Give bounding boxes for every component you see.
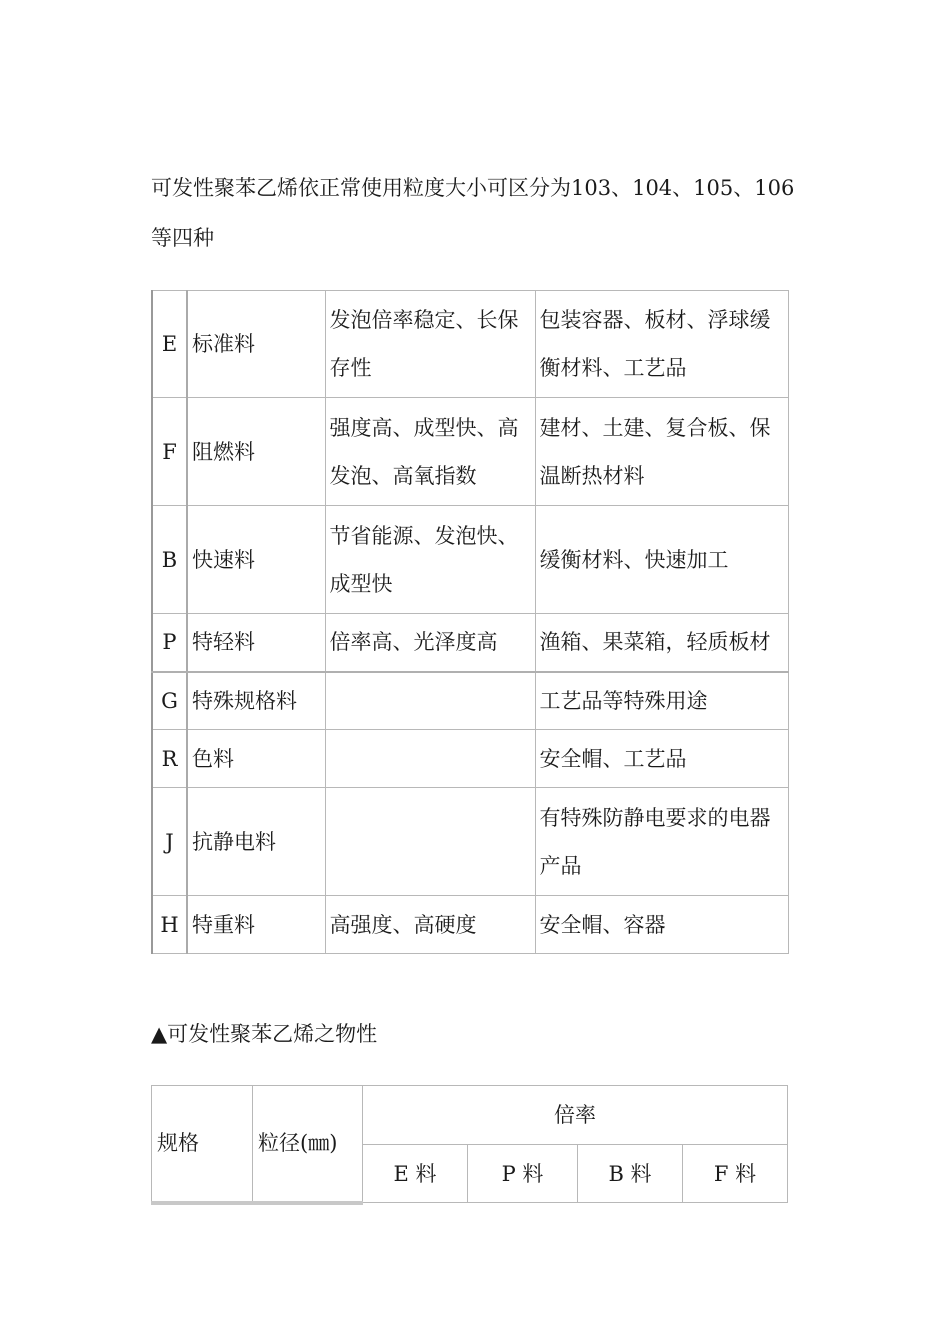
grade-name: 抗静电料 <box>187 788 325 896</box>
grade-code: F <box>152 398 187 506</box>
grade-properties: 倍率高、光泽度高 <box>325 614 535 672</box>
grade-name: 阻燃料 <box>187 398 325 506</box>
properties-table <box>151 1085 788 1205</box>
grade-properties: 发泡倍率稳定、长保存性 <box>325 291 535 398</box>
grade-uses: 有特殊防静电要求的电器产品 <box>535 788 788 896</box>
section-title: ▲可发性聚苯乙烯之物性 <box>151 1022 378 1046</box>
grade-name: 标准料 <box>187 291 325 398</box>
grade-uses: 渔箱、果菜箱，轻质板材 <box>535 614 788 672</box>
grade-uses: 包装容器、板材、浮球缓衡材料、工艺品 <box>535 291 788 398</box>
grade-code: E <box>152 291 187 398</box>
grade-uses: 缓衡材料、快速加工 <box>535 506 788 614</box>
ratio-subheader-f: F 料 <box>683 1145 788 1203</box>
ratio-subheader-p: P 料 <box>468 1145 578 1203</box>
table-row <box>152 398 788 506</box>
spec-header: 规格 <box>152 1086 253 1203</box>
table-row <box>152 291 788 398</box>
grade-uses: 安全帽、工艺品 <box>535 730 788 788</box>
grade-code: G <box>152 672 187 730</box>
grade-properties: 节省能源、发泡快、成型快 <box>325 506 535 614</box>
grade-uses: 建材、土建、复合板、保温断热材料 <box>535 398 788 506</box>
grade-properties <box>325 788 535 896</box>
table-row <box>152 730 788 788</box>
grade-properties: 高强度、高硬度 <box>325 896 535 954</box>
intro-paragraph: 可发性聚苯乙烯依正常使用粒度大小可区分为103、104、105、106等四种 <box>151 176 795 250</box>
grade-code: H <box>152 896 187 954</box>
table-row <box>152 672 788 730</box>
table-row <box>152 506 788 614</box>
ratio-subheader-e: E 料 <box>363 1145 468 1203</box>
table-row <box>152 614 788 672</box>
grade-code: B <box>152 506 187 614</box>
grade-name: 色料 <box>187 730 325 788</box>
grade-properties <box>325 730 535 788</box>
table-row <box>152 896 788 954</box>
grade-code: P <box>152 614 187 672</box>
grade-uses: 安全帽、容器 <box>535 896 788 954</box>
grade-properties: 强度高、成型快、高发泡、高氧指数 <box>325 398 535 506</box>
grade-name: 特轻料 <box>187 614 325 672</box>
grade-code: J <box>152 788 187 896</box>
table-row <box>152 788 788 896</box>
grade-name: 快速料 <box>187 506 325 614</box>
ratio-subheader-b: B 料 <box>578 1145 683 1203</box>
grade-name: 特重料 <box>187 896 325 954</box>
grade-code: R <box>152 730 187 788</box>
ratio-header: 倍率 <box>363 1086 788 1145</box>
particle-size-header: 粒径(㎜) <box>253 1086 363 1203</box>
grade-properties <box>325 672 535 730</box>
grade-uses: 工艺品等特殊用途 <box>535 672 788 730</box>
grade-table <box>151 290 789 954</box>
table-header-row <box>152 1086 788 1145</box>
grade-name: 特殊规格料 <box>187 672 325 730</box>
